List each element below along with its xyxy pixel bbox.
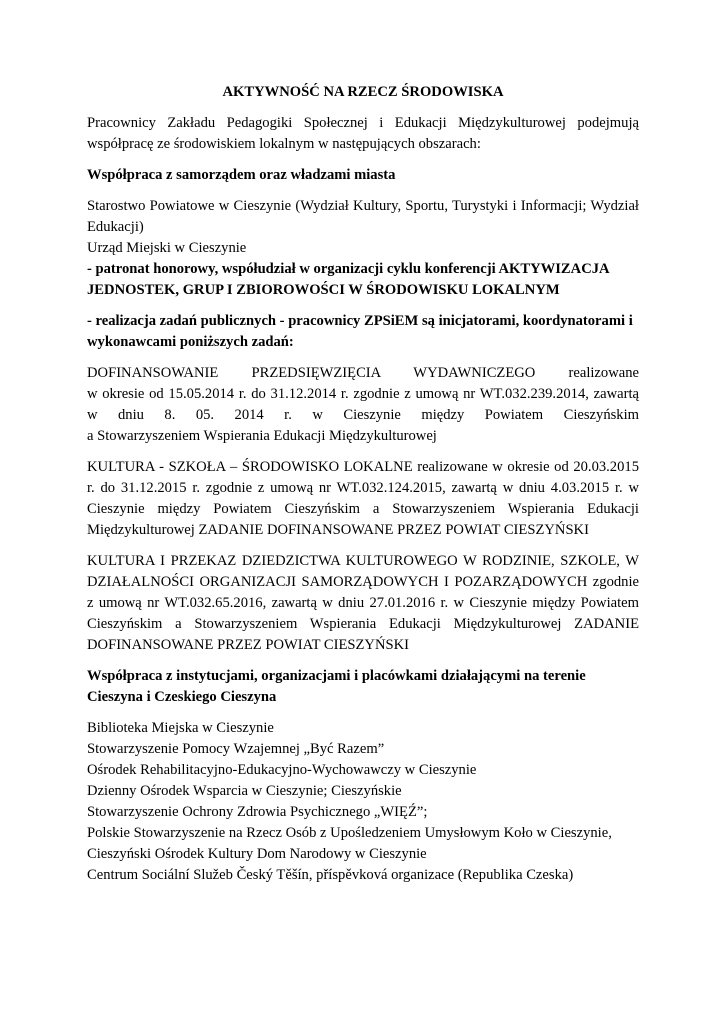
- task-paragraph-1: [87, 363, 639, 447]
- list-item: Stowarzyszenie Pomocy Wzajemnej „Być Razem”: [87, 741, 385, 757]
- page-title: AKTYWNOŚĆ NA RZECZ ŚRODOWISKA: [222, 84, 504, 100]
- list-item: Centrum Sociální Služeb Český Těšín, příspěvková organizace (Republika Czeska): [87, 867, 574, 883]
- section-heading-local-government: Współpraca z samorządem oraz władzami miasta: [87, 167, 396, 183]
- org-starostwo: Starostwo Powiatowe w Cieszynie (Wydział Kultury, Sportu, Turystyki i Informacji; Wydział Edukacji): [87, 198, 639, 235]
- task-paragraph-3: KULTURA I PRZEKAZ DZIEDZICTWA KULTUROWEGO W RODZINIE, SZKOLE, W DZIAŁALNOŚCI ORGANIZACJI SAMORZĄDOWYCH I POZARZĄDOWYCH zgodnie z umową nr WT.032.65.2016, zawartą w dniu 27.01.2016 r. w Cieszynie między Powiatem Cieszyńskim a Stowarzyszeniem Wspierania Edukacji Międzykulturowej ZADANIE DOFINANSOWANE PRZEZ POWIAT CIESZYŃSKI: [87, 553, 639, 653]
- patronat-paragraph: - patronat honorowy, współudział w organizacji cyklu konferencji AKTYWIZACJA JEDNOSTEK, GRUP I ZBIOROWOŚCI W ŚRODOWISKU LOKALNYM: [87, 261, 609, 298]
- local-government-block: [87, 196, 639, 301]
- section-heading-institutions: Współpraca z instytucjami, organizacjami i placówkami działającymi na terenie Cieszyna i Czeskiego Cieszyna: [87, 668, 586, 705]
- list-item: Dzienny Ośrodek Wsparcia w Cieszynie; Cieszyńskie: [87, 783, 402, 799]
- list-item: Biblioteka Miejska w Cieszynie: [87, 720, 274, 736]
- document-content: [87, 82, 639, 886]
- task1-line: w okresie od 15.05.2014 r. do 31.12.2014 r. zgodnie z umową nr WT.032.239.2014, zawartą: [87, 386, 639, 402]
- task1-line: a Stowarzyszeniem Wspierania Edukacji Międzykulturowej: [87, 428, 437, 444]
- org-urzad-miejski: Urząd Miejski w Cieszynie: [87, 240, 247, 256]
- intro-paragraph: Pracownicy Zakładu Pedagogiki Społecznej i Edukacji Międzykulturowej podejmują współpracę ze środowiskiem lokalnym w następujących obszarach:: [87, 115, 639, 152]
- institutions-list: [87, 718, 639, 886]
- list-item: Polskie Stowarzyszenie na Rzecz Osób z Upośledzeniem Umysłowym Koło w Cieszynie,: [87, 825, 612, 841]
- realizacja-paragraph: - realizacja zadań publicznych - pracownicy ZPSiEM są inicjatorami, koordynatorami i wykonawcami poniższych zadań:: [87, 313, 633, 350]
- task1-line: w dniu 8. 05. 2014 r. w Cieszynie między Powiatem Cieszyńskim: [87, 407, 639, 423]
- task1-line: DOFINANSOWANIE PRZEDSIĘWZIĘCIA WYDAWNICZEGO realizowane: [87, 365, 639, 381]
- list-item: Cieszyński Ośrodek Kultury Dom Narodowy w Cieszynie: [87, 846, 427, 862]
- list-item: Stowarzyszenie Ochrony Zdrowia Psychicznego „WIĘŹ”;: [87, 804, 428, 820]
- task-paragraph-2: KULTURA - SZKOŁA – ŚRODOWISKO LOKALNE realizowane w okresie od 20.03.2015 r. do 31.12.2015 r. zgodnie z umową nr WT.032.124.2015, zawartą w dniu 4.03.2015 r. w Cieszynie między Powiatem Cieszyńskim a Stowarzyszeniem Wspierania Edukacji Międzykulturowej ZADANIE DOFINANSOWANE PRZEZ POWIAT CIESZYŃSKI: [87, 459, 639, 538]
- list-item: Ośrodek Rehabilitacyjno-Edukacyjno-Wychowawczy w Cieszynie: [87, 762, 477, 778]
